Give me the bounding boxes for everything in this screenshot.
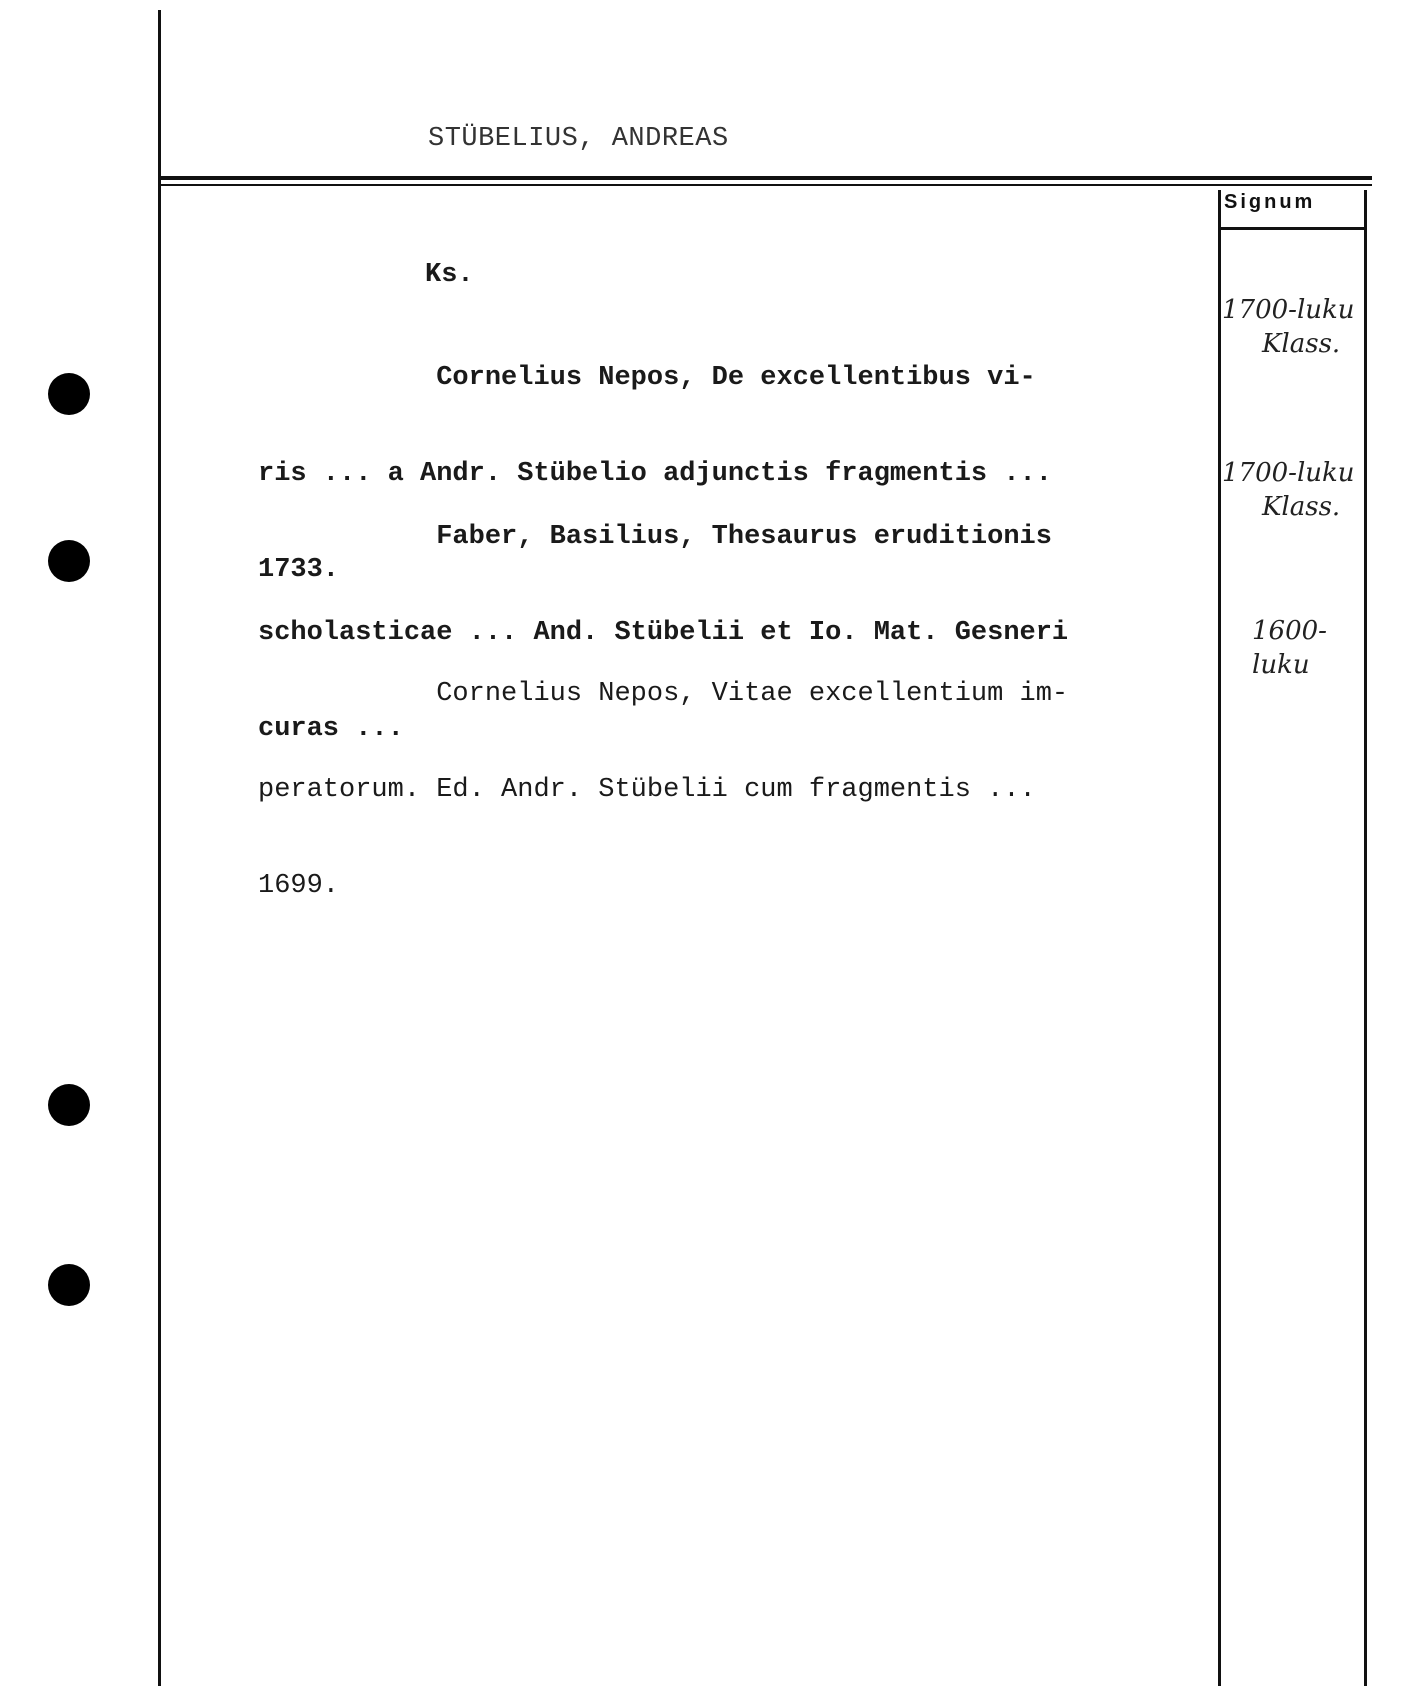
card-heading: STÜBELIUS, ANDREAS <box>428 124 729 154</box>
shelfmark-1 <box>1222 293 1372 361</box>
signum-underline <box>1218 227 1366 230</box>
punch-hole <box>48 540 90 582</box>
shelfmark-line: 1600- <box>1252 616 1327 646</box>
entry-line: Cornelius Nepos, Vitae excellentium im- <box>258 679 1069 709</box>
shelfmark-line: 1700-luku <box>1222 295 1355 325</box>
punch-hole <box>48 1264 90 1306</box>
punch-hole <box>48 1084 90 1126</box>
see-also-label: Ks. <box>425 260 474 290</box>
shelfmark-3 <box>1222 614 1372 682</box>
entry-line: ris ... a Andr. Stübelio adjunctis fragmentis ... <box>258 459 1052 489</box>
entry-line: peratorum. Ed. Andr. Stübelii cum fragmentis ... <box>258 775 1036 805</box>
signum-column-left-rule <box>1218 190 1221 1686</box>
signum-column-right-rule <box>1364 190 1367 1686</box>
entry-line: curas ... <box>258 714 404 744</box>
header-rule-thin <box>160 184 1372 186</box>
entry-line: scholasticae ... And. Stübelii et Io. Mat. Gesneri <box>258 618 1069 648</box>
header-rule-thick <box>160 176 1372 180</box>
signum-label: Signum <box>1224 191 1316 213</box>
entry-line: Cornelius Nepos, De excellentibus vi- <box>258 363 1036 393</box>
left-margin-rule <box>158 10 161 1686</box>
shelfmark-line: Klass. <box>1262 329 1341 359</box>
entry-line: 1699. <box>258 871 340 901</box>
shelfmark-2 <box>1222 456 1372 524</box>
entry-3 <box>258 614 1198 966</box>
shelfmark-line: luku <box>1252 650 1310 680</box>
punch-hole <box>48 373 90 415</box>
shelfmark-line: Klass. <box>1262 492 1341 522</box>
entry-line: 1733. <box>258 555 340 585</box>
shelfmark-line: 1700-luku <box>1222 458 1355 488</box>
entry-line: Faber, Basilius, Thesaurus eruditionis <box>258 522 1052 552</box>
